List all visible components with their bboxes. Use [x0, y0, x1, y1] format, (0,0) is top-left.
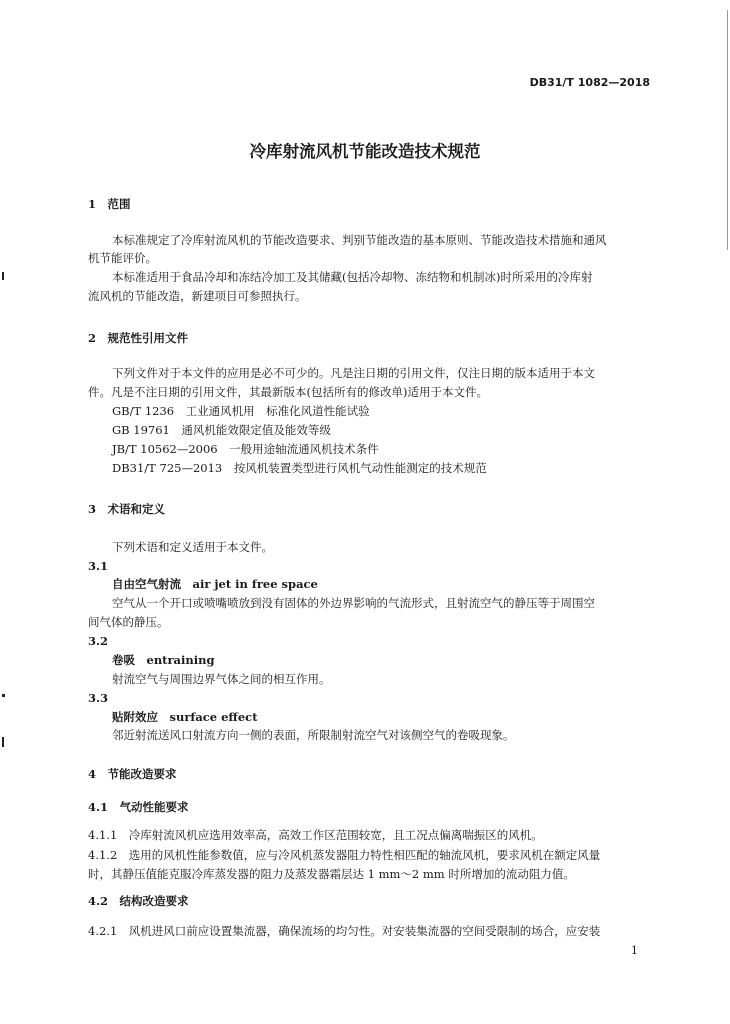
subsection-4-2-heading: 4.2 结构改造要求 — [88, 894, 189, 908]
section-2-heading: 2 规范性引用文件 — [88, 331, 189, 345]
term-3-1-name: 自由空气射流 air jet in free space — [112, 577, 318, 591]
sec1-para2-line2: 流风机的节能改造，新建项目可参照执行。 — [88, 289, 307, 303]
sec2-para1-line1: 下列文件对于本文件的应用是必不可少的。凡是注日期的引用文件，仅注日期的版本适用于本文 — [112, 366, 595, 380]
scan-mark — [2, 737, 4, 747]
term-3-3-definition: 邻近射流送风口射流方向一侧的表面，所限制射流空气对该侧空气的卷吸现象。 — [112, 728, 515, 742]
standard-number: DB31/T 1082—2018 — [529, 76, 650, 89]
reference-item: GB 19761 通风机能效限定值及能效等级 — [112, 423, 331, 437]
term-3-1-number: 3.1 — [88, 559, 109, 573]
scan-mark — [2, 272, 4, 280]
scan-mark — [2, 694, 5, 697]
sec1-para2-line1: 本标准适用于食品冷却和冻结冷加工及其储藏(包括冷却物、冻结物和机制冰)时所采用的冷库射 — [112, 270, 593, 284]
term-3-3-number: 3.3 — [88, 691, 109, 705]
section-1-heading: 1 范围 — [88, 197, 131, 211]
reference-item: JB/T 10562—2006 一般用途轴流通风机技术条件 — [112, 442, 379, 456]
reference-item: DB31/T 725—2013 按风机装置类型进行风机气动性能测定的技术规范 — [112, 461, 487, 475]
clause-4-1-2-line1: 4.1.2 选用的风机性能参数值，应与冷风机蒸发器阻力特性相匹配的轴流风机，要求风机在额定风量 — [88, 848, 601, 862]
section-4-heading: 4 节能改造要求 — [88, 767, 177, 781]
term-3-3-name: 贴附效应 surface effect — [112, 710, 258, 724]
sec2-para1-line2: 件。凡是不注日期的引用文件，其最新版本(包括所有的修改单)适用于本文件。 — [88, 385, 488, 399]
term-3-2-name: 卷吸 entraining — [112, 653, 215, 667]
reference-item: GB/T 1236 工业通风机用 标准化风道性能试验 — [112, 404, 370, 418]
section-3-heading: 3 术语和定义 — [88, 502, 166, 516]
sec1-para1-line1: 本标准规定了冷库射流风机的节能改造要求、判别节能改造的基本原则、节能改造技术措施和通风 — [112, 233, 607, 247]
document-title: 冷库射流风机节能改造技术规范 — [249, 142, 481, 161]
term-3-2-definition: 射流空气与周围边界气体之间的相互作用。 — [112, 672, 331, 686]
sec1-para1-line2: 机节能评价。 — [88, 251, 157, 265]
term-3-1-definition-line1: 空气从一个开口或喷嘴喷放到没有固体的外边界影响的气流形式，且射流空气的静压等于周围空 — [112, 596, 595, 610]
clause-4-1-1: 4.1.1 冷库射流风机应选用效率高，高效工作区范围较宽，且工况点偏离喘振区的风机。 — [88, 828, 543, 842]
scan-edge-line — [727, 10, 728, 250]
clause-4-2-1: 4.2.1 风机进风口前应设置集流器，确保流场的均匀性。对安装集流器的空间受限制的场合，应安装 — [88, 924, 601, 938]
subsection-4-1-heading: 4.1 气动性能要求 — [88, 800, 189, 814]
term-3-1-definition-line2: 间气体的静压。 — [88, 615, 169, 629]
page-number: 1 — [631, 944, 638, 957]
term-3-2-number: 3.2 — [88, 634, 109, 648]
sec3-intro: 下列术语和定义适用于本文件。 — [112, 540, 273, 554]
clause-4-1-2-line2: 时，其静压值能克服冷库蒸发器的阻力及蒸发器霜层达 1 mm～2 mm 时所增加的流动阻力值。 — [88, 867, 575, 881]
